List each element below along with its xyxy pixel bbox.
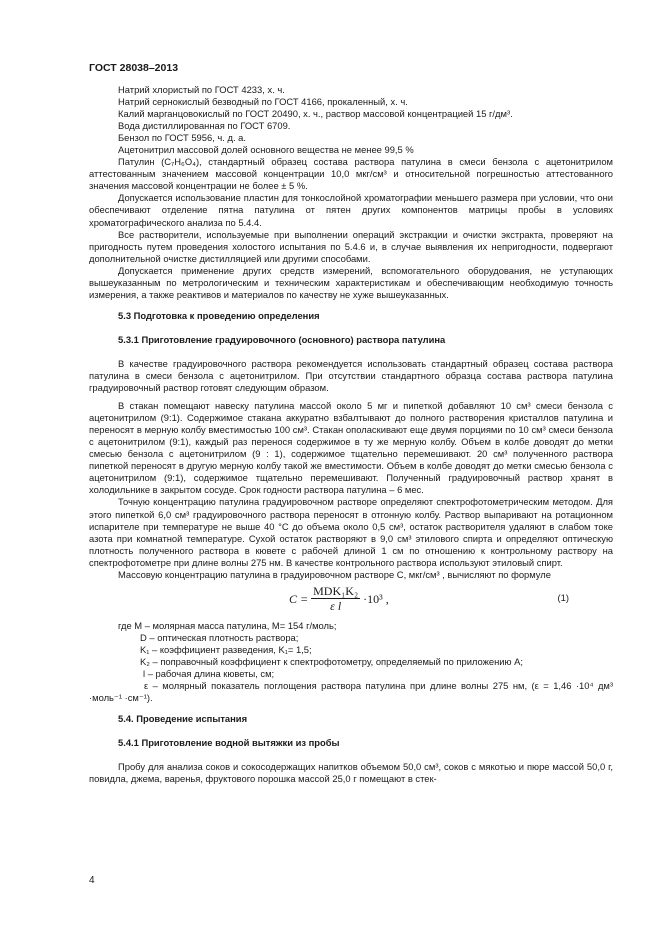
document-body (89, 84, 613, 785)
section-heading-5-4-1: 5.4.1 Приготовление водной вытяжки из пробы (118, 737, 340, 749)
reagent-item: Бензол по ГОСТ 5956, ч. д. а. (118, 132, 247, 144)
where-item: где M – молярная масса патулина, M= 154 г/моль; (118, 619, 337, 631)
paragraph-grad-preparation: В стакан помещают навеску патулина массой около 5 мг и пипеткой добавляют 10 см³ смеси бензола с ацетонитрилом (9:1). Содержимое стакана аккуратно взбалтывают до полного растворения кристаллов патулина и переносят в мерную колбу вместимостью 100 см³. Стакан ополаскивают еще двумя порциями по 10 см³ смеси бензола с ацетонитрилом (9:1), каждый раз перенося содержимое в ту же мерную колбу. Объем в колбе доводят до метки смесью бензола с ацетонитрилом (9 : 1), содержимое тщательно перемешивают. 20 см³ полученного раствора пипеткой переносят в другую мерную колбу такой же вместимости. Объем в колбе доводят до метки смесью бензола с ацетонитрилом (9:1), содержимое тщательно перемешивают. Полученный градуировочный раствор хранят в холодильнике в закрытом сосуде. Срок годности раствора патулина – 6 мес. (89, 400, 613, 496)
formula-number: (1) (557, 591, 569, 603)
formula-block (89, 584, 613, 614)
formula-fraction (311, 585, 360, 612)
page-number: 4 (89, 875, 95, 886)
formula-numerator: MDK₁K₂ (313, 584, 359, 599)
formula-denominator: ε l (330, 599, 342, 614)
paragraph-plates: Допускается использование пластин для тонкослойной хроматографии меньшего размера при условии, что они обеспечивают отделение пятна патулина от пятен других компонентов матрицы пробы в условиях хроматографического анализа по 5.4.4. (89, 192, 613, 228)
formula-lhs: C = (289, 591, 309, 606)
formula-tail: ·10³ , (363, 591, 389, 606)
paragraph-grad-concentration: Точную концентрацию патулина градуировочном растворе определяют спектрофотометрическим методом. Для этого пипеткой 6,0 см³ градуировочного раствора переносят в отгонную колбу. Раствор выпаривают на ротационном испарителе при температуре не выше 40 °С до объема около 0,5 см³, остаток растворителя удаляют в слабом токе азота при комнатной температуре. Сухой остаток растворяют в 9,0 см³ этилового спирта и определяют оптическую плотность полученного раствора в кювете с рабочей длиной 1 см по отношению к контрольному раствору на спектрофотометре при длине волны 275 нм. В качестве контрольного раствора используют этиловый спирт. (89, 496, 613, 568)
document-header: ГОСТ 28038–2013 (89, 62, 179, 74)
paragraph-grad-formula-intro: Массовую концентрацию патулина в градуировочном растворе C, мкг/см³ , вычисляют по формуле (118, 568, 551, 580)
where-item: K₂ – поправочный коэффициент к спектрофотометру, определяемый по приложению А; (140, 655, 524, 667)
where-item: ε – молярный показатель поглощения раствора патулина при длине волны 275 нм, (ε = 1,46 ·10⁴ дм³ ·моль⁻¹ ·см⁻¹). (89, 680, 613, 704)
where-item: K₁ – коэффициент разведения, K₁= 1,5; (140, 643, 312, 655)
where-item: l – рабочая длина кюветы, см; (143, 667, 275, 679)
section-heading-5-3-1: 5.3.1 Приготовление градуировочного (основного) раствора патулина (118, 333, 446, 345)
paragraph-sample-prep: Пробу для анализа соков и сокосодержащих напитков объемом 50,0 см³, соков с мякотью и пюре массой 50,0 г, повидла, джема, варенья, фруктового порошка массой 25,0 г помещают в стек- (89, 761, 613, 785)
reagent-item: Натрий сернокислый безводный по ГОСТ 4166, прокаленный, х. ч. (118, 96, 408, 108)
where-item: D – оптическая плотность раствора; (140, 631, 299, 643)
paragraph-grad-intro: В качестве градуировочного раствора рекомендуется использовать стандартный образец состава раствора патулина в смеси бензола с ацетонитрилом. При отсутствии стандартного образца состава раствора патулина градуировочный раствор готовят следующим образом. (89, 357, 613, 394)
reagent-item: Вода дистиллированная по ГОСТ 6709. (118, 120, 291, 132)
paragraph-solvents: Все растворители, используемые при выполнении операций экстракции и очистки экстракта, проверяют на пригодность путем проведения холостого испытания по 5.4.6 и, в случае выявления их непригодности, подвергают дополнительной очистке дистилляцией или другими способами. (89, 228, 613, 264)
formula (289, 584, 389, 614)
reagent-item: Ацетонитрил массовой долей основного вещества не менее 99,5 % (118, 144, 414, 156)
paragraph-other-means: Допускается применение других средств измерений, вспомогательного оборудования, не уступающих вышеуказанным по метрологическим и техническим характеристикам и обеспечивающим необходимую точность измерения, а также реактивов и материалов по качеству не хуже вышеуказанных. (89, 264, 613, 300)
paragraph-patulin: Патулин (C₇H₆O₄), стандартный образец состава раствора патулина в смеси бензола с ацетонитрилом аттестованным значением массовой концентрации 10,0 мкг/см³ и относительной погрешностью аттестованного значения массовой концентрации не более ± 5 %. (89, 156, 613, 192)
section-heading-5-4: 5.4. Проведение испытания (118, 713, 248, 725)
reagent-item: Натрий хлористый по ГОСТ 4233, х. ч. (118, 84, 285, 95)
reagent-item: Калий марганцовокислый по ГОСТ 20490, х. ч., раствор массовой концентрацией 15 г/дм³. (118, 108, 513, 120)
section-heading-5-3: 5.3 Подготовка к проведению определения (118, 309, 320, 321)
